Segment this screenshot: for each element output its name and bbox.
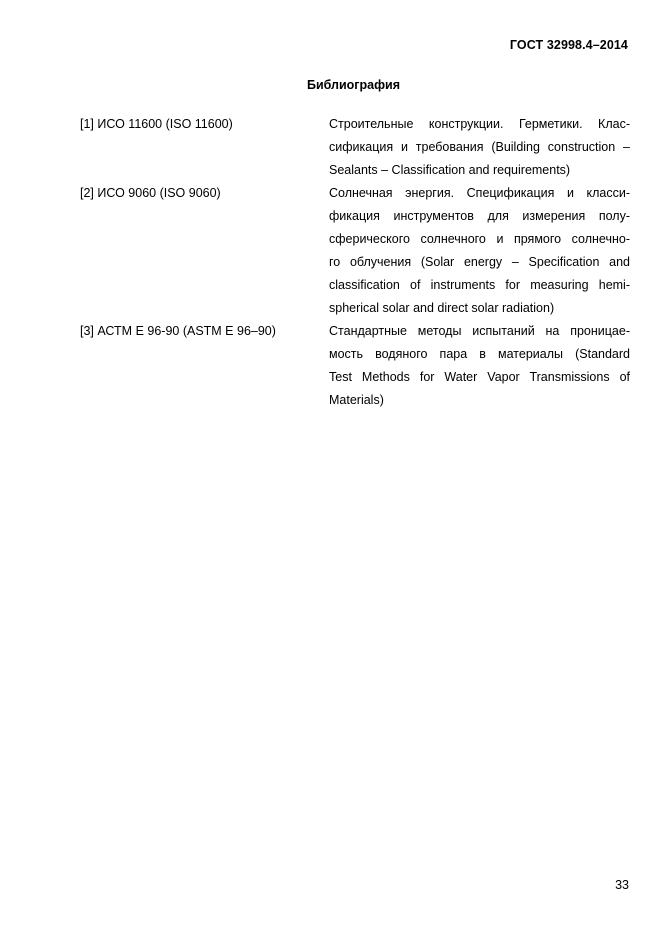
- description-line: Стандартные методы испытаний на проницае-: [329, 324, 630, 338]
- bibliography-entry-3: [80, 320, 630, 412]
- description-line: Materials): [329, 393, 384, 407]
- page-title: Библиография: [306, 78, 401, 92]
- description-line: Sealants – Classification and requirements): [329, 163, 571, 177]
- bibliography-entry-1: [80, 113, 630, 182]
- description-line: сферического солнечного и прямого солнечно-: [329, 232, 630, 246]
- entry-reference: [2] ИСО 9060 (ISO 9060): [80, 186, 221, 200]
- entry-description: [329, 113, 630, 182]
- description-line: мость водяного пара в материалы (Standard: [329, 347, 630, 361]
- bibliography-entry-2: [80, 182, 630, 320]
- description-line: spherical solar and direct solar radiation): [329, 301, 555, 315]
- bibliography-list: [80, 113, 630, 412]
- page-number: 33: [615, 878, 629, 892]
- standard-code-header: ГОСТ 32998.4–2014: [509, 38, 628, 52]
- description-line: сификация и требования (Building construction –: [329, 140, 630, 154]
- entry-description: [329, 320, 630, 412]
- description-line: Строительные конструкции. Герметики. Клас-: [329, 117, 630, 131]
- description-line: Test Methods for Water Vapor Transmissions of: [329, 370, 630, 384]
- description-line: Солнечная энергия. Спецификация и класси-: [329, 186, 630, 200]
- description-line: фикация инструментов для измерения полу-: [329, 209, 630, 223]
- entry-description: [329, 182, 630, 320]
- description-line: classification of instruments for measuring hemi-: [329, 278, 630, 292]
- entry-reference: [3] АСТМ Е 96-90 (ASTM E 96–90): [80, 324, 276, 338]
- description-line: го облучения (Solar energy – Specification and: [329, 255, 630, 269]
- entry-reference: [1] ИСО 11600 (ISO 11600): [80, 117, 233, 131]
